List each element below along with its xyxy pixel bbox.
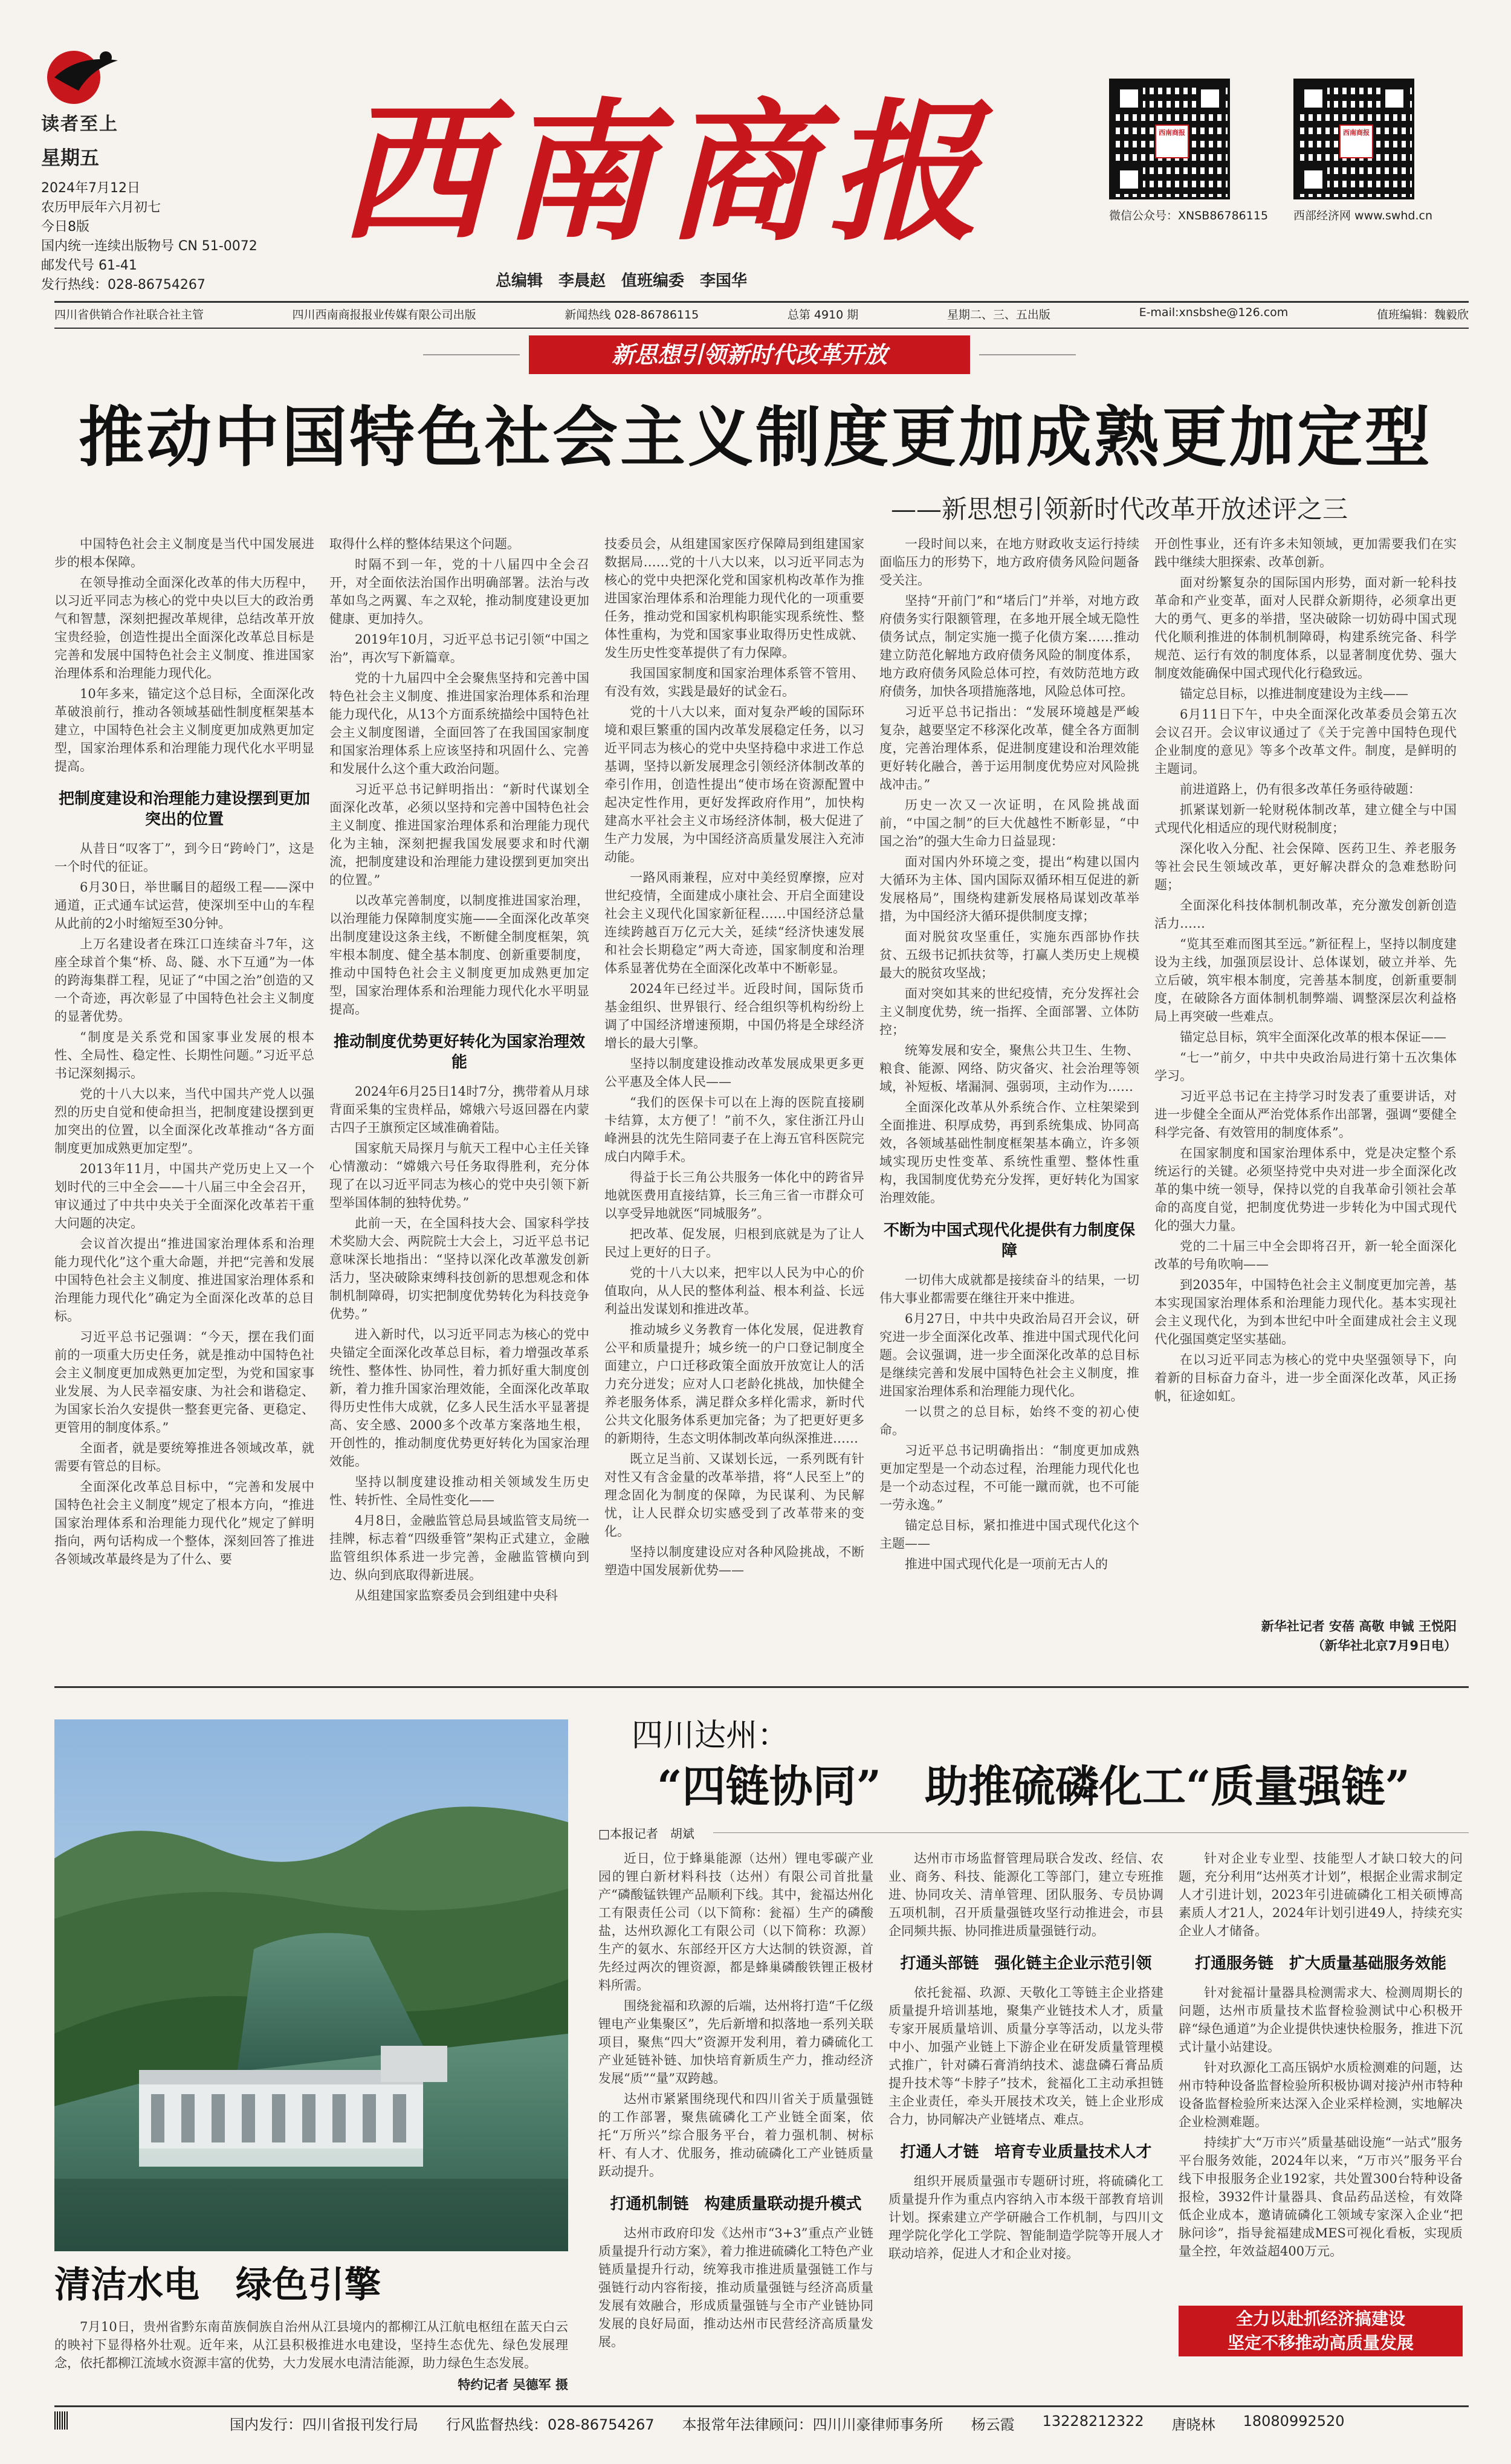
paragraph: 推进中国式现代化是一项前无古人的 [905,1557,1108,1571]
paragraph: 既立足当前、又谋划长远，一系列既有针对性又有含金量的改革举措，将“人民至上”的理念固化为制度的保障，为民谋利、为民解忧，让人民群众切实感受到了改革带来的变化。 [604,1452,864,1539]
paragraph: 针对瓮福计量器具检测需求大、检测周期长的问题，达州市质量技术监督检验测试中心积极开辟“绿色通道”为企业提供快速快检服务，推进下沉式计量小站建设。 [1179,1985,1463,2054]
promo-line-2: 坚定不移推动高质量发展 [1227,2333,1414,2353]
paragraph: 全面深化科技体制机制改革，充分激发创新创造活力…… [1154,898,1457,931]
info-schedule: 星期二、三、五出版 [946,308,1050,322]
paragraph: 从组建国家监察委员会到组建中央科 [355,1588,558,1603]
paragraph: 达州市市场监督管理局联合发改、经信、农业、商务、科技、能源化工等部门，建立专班推进、协同攻关、清单管理、团队服务、专员协调五项机制，召开质量强链攻坚行动推进会，市县企同频共振、协同推进质量强链行动。 [888,1851,1163,1938]
paragraph: 一以贯之的总目标，始终不变的初心使命。 [879,1405,1139,1437]
paragraph: 到2035年，中国特色社会主义制度更加完善，基本实现国家治理体系和治理能力现代化。基本实现社会主义现代化，为到本世纪中叶全面建成社会主义现代化强国奠定坚实基础。 [1154,1278,1457,1347]
section-subhead: 把制度建设和治理能力建设摆到更加突出的位置 [58,790,310,829]
qr-logo: 西南商报 [1155,124,1189,158]
paragraph: 2013年11月，中国共产党历史上又一个划时代的三中全会——十八届三中全会召开，审议通过了中共中央关于全面深化改革若干重大问题的决定。 [54,1162,314,1230]
slogan: 读者至上 [41,114,118,135]
footer-lawyer-name-1: 杨云霞 [971,2416,1015,2433]
news-photo [54,1719,568,2251]
paragraph: 2019年10月，习近平总书记引领“中国之治”，再次写下新篇章。 [329,632,589,665]
section-banner-label: 新思想引领新时代改革开放 [611,341,887,368]
paragraph: 党的十八大以来，面对复杂严峻的国际环境和艰巨繁重的国内改革发展稳定任务，以习近平同志为核心的党中央坚持稳中求进工作总基调，坚持以新发展理念引领经济体制改革的牵引作用，创造性提出“使市场在资源配置中起决定性作用，更好发挥政府作用”，加快构建高水平社会主义市场经济体制，极大促进了生产力发展，为中国经济高质量发展注入充沛动能。 [604,705,864,864]
main-subheadline: ——新思想引领新时代改革开放述评之三 [890,494,1348,524]
paragraph: 6月11日下午，中央全面深化改革委员会第五次会议召开。会议审议通过了《关于完善中国特色现代企业制度的意见》等多个改革文件。制度，是鲜明的主题词。 [1154,707,1457,776]
paragraph: 深化收入分配、社会保障、医药卫生、养老服务等社会民生领域改革，更好解决群众的急难愁盼问题； [1154,841,1457,892]
paragraph: 锚定总目标，以推进制度建设为主线—— [1180,687,1408,701]
paragraph: 6月30日，举世瞩目的超级工程——深中通道，正式通车试运营，使深圳至中山的车程从此前的2小时缩短至30分钟。 [54,880,314,931]
article-column-2 [329,535,589,1659]
paragraph: 取得什么样的整体结果这个问题。 [329,537,520,551]
info-bar-bottom-rule [54,328,1469,329]
info-bar-top-rule [54,301,1469,303]
paragraph: 锚定总目标，筑牢全面深化改革的根本保证—— [1180,1030,1446,1044]
paragraph: 面对脱贫攻坚重任，实施东西部协作扶贫、五级书记抓扶贫等，打赢人类历史上规模最大的脱贫攻坚战； [879,930,1139,980]
paragraph: 围绕瓮福和玖源的后端，达州将打造“千亿级锂电产业集聚区”，先后新增和拟落地一系列关联项目，聚焦“四大”资源开发利用，着力磷硫化工产业延链补链、加快培育新质生产力，推动经济发展“质”“量”双跨越。 [598,1999,873,2086]
paragraph: 6月27日，中共中央政治局召开会议，研究进一步全面深化改革、推进中国式现代化问题。会议强调，进一步全面深化改革的总目标是继续完善和发展中国特色社会主义制度，推进国家治理体系和治理能力现代化。 [879,1311,1139,1399]
section-subhead: 打通机制链 构建质量联动提升模式 [610,2195,862,2213]
banner-right-rule [979,354,1076,355]
photo-credit: 特约记者 吴德军 摄 [458,2378,568,2392]
paragraph: 党的十八大以来，把牢以人民为中心的价值取向，从人民的整体利益、根本利益、长远利益出发谋划和推进改革。 [604,1266,864,1316]
paragraph: 从昔日“叹客丁”，到今日“跨岭门”，这是一个时代的征证。 [54,841,314,874]
paragraph: 在国家制度和国家治理体系中，党是决定整个系统运行的关键。必须坚持党中央对进一步全面深化改革的集中统一领导，保持以党的自我革命引领社会革命的高度自觉，把制度优势进一步转化为中国式现代化的强大力量。 [1154,1146,1457,1233]
footer-rule [54,2405,1469,2407]
paragraph: 党的二十届三中全会即将召开，新一轮全面深化改革的号角吹响—— [1154,1239,1457,1272]
paragraph: 国家航天局探月与航天工程中心主任关锋心情激动：“嫦娥六号任务取得胜利，充分体现了在以习近平同志为核心的党中央引领下新型举国体制的独特优势。” [329,1141,589,1210]
story2-column-3 [1179,1849,1463,2294]
story2-column-1 [598,1849,873,2349]
footer-bar [230,2413,1438,2434]
info-bar [54,306,1469,326]
paragraph: 习近平总书记在主持学习时发表了重要讲话，对进一步健全全面从严治党体系作出部署，强调“要健全科学完备、有效管用的制度体系”。 [1154,1089,1457,1140]
article-dateline: （新华社北京7月9日电） [1312,1638,1457,1653]
paragraph: 依托瓮福、玖源、天敬化工等链主企业搭建质量提升培训基地，聚集产业链技术人才，质量专家开展质量培训、质量分享等活动，以龙头带中小、加强产业链上下游企业在研发质量管理模式推广，针对磷石膏消纳技术、滤盘磷石膏品质提升技术等“卡脖子”技术，瓮福化工主动承担链主企业责任，牵头开展技术攻关，链上企业形成合力，协同解决产业链堵点、难点。 [888,1985,1163,2127]
story2-rule [713,1832,1469,1833]
paragraph: 坚持以制度建设推动相关领域发生历史性、转折性、全局性变化—— [329,1475,589,1507]
paragraph: 一段时间以来，在地方财政收支运行持续面临压力的形势下，地方政府债务风险问题备受关注。 [879,537,1139,587]
website-caption: 西部经济网 www.swhd.cn [1293,209,1433,222]
paragraph: 全面深化改革从外系统合作、立柱架梁到全面推进、积厚成势，再到系统集成、协同高效，各领域基础性制度框架基本确立，许多领域实现历史性变革、系统性重塑、整体性重构，我国制度优势充分发挥，更好转化为国家治理效能。 [879,1100,1139,1205]
paragraph: 统筹发展和安全，聚焦公共卫生、生物、粮食、能源、网络、防灾备灾、社会治理等领域，补短板、堵漏洞、强弱项，主动作为…… [879,1043,1139,1094]
paragraph: 此前一天，在全国科技大会、国家科学技术奖励大会、两院院士大会上，习近平总书记意味深长地指出：“坚持以深化改革激发创新活力，坚决破除束缚科技创新的思想观念和体制机制障碍，切实把制度优势转化为科技竞争优势。” [329,1216,589,1321]
section-subhead: 推动制度优势更好转化为国家治理效能 [333,1033,585,1072]
qr-logo: 西南商报 [1339,124,1373,158]
promo-line-1: 全力以赴抓经济搞建设 [1235,2309,1405,2329]
paragraph: 上万名建设者在珠江口连续奋斗7年，这座全球首个集“桥、岛、隧、水下互通”为一体的跨海集群工程，见证了“中国之治”创造的又一个奇迹，再次彰显了中国特色社会主义制度的显著优势。 [54,937,314,1024]
footer-supervision-hotline: 行风监督热线：028-86754267 [446,2416,655,2433]
paragraph: 在以习近平同志为核心的党中央坚强领导下，向着新的目标奋力奋斗，进一步全面深化改革，风正扬帆，征途如虹。 [1154,1353,1457,1403]
paragraph: 针对玖源化工高压锅炉水质检测难的问题，达州市特种设备监督检验所积极协调对接泸州市特种设备监督检验所来达深入企业采样检测，实地解决企业检测难题。 [1179,2060,1463,2129]
editors: 总编辑 李晨赵 值班编委 李国华 [496,272,748,290]
cn-number: 国内统一连续出版物号 CN 51-0072 [41,239,257,254]
paragraph: “制度是关系党和国家事业发展的根本性、全局性、稳定性、长期性问题。”习近平总书记深刻揭示。 [54,1030,314,1081]
paragraph: 前进道路上，仍有很多改革任务亟待破题： [1180,782,1421,797]
paragraph: “我们的医保卡可以在上海的医院直接刷卡结算，太方便了！”前不久，家住浙江丹山峰洲县的沈先生陪同妻子在上海五官科医院完成白内障手术。 [604,1095,864,1164]
photo-caption: 7月10日，贵州省黔东南苗族侗族自治州从江县境内的都柳江从江航电枢纽在蓝天白云的映衬下显得格外壮观。近年来，从江县积极推进水电建设，坚持生态优先、绿色发展理念，依托都柳江流域水资源丰富的优势，大力发展水电清洁能源，助力绿色生态发展。 [54,2320,568,2370]
paragraph: 全面深化改革总目标中，“完善和发展中国特色社会主义制度”规定了根本方向，“推进国家治理体系和治理能力现代化”规定了鲜明指向，两句话构成一个整体，深刻回答了推进各领域改革最终是为了什么、要 [54,1479,314,1567]
paragraph: 一切伟大成就都是接续奋斗的结果，一切伟大事业都需要在继往开来中推进。 [879,1273,1139,1305]
hotline: 发行热线：028-86754267 [41,277,205,293]
story2-headline: “四链协同” 助推硫磷化工“质量强链” [657,1761,1410,1812]
section-banner [529,335,970,374]
paragraph: 把改革、促发展，归根到底就是为了让人民过上更好的日子。 [604,1227,864,1259]
paragraph: 2024年已经过半。近段时间，国际货币基金组织、世界银行、经合组织等机构纷纷上调了中国经济增速预期，中国仍将是全球经济增长的最大引擎。 [604,981,864,1050]
paragraph: 中国特色社会主义制度是当代中国发展进步的根本保障。 [54,537,314,569]
edition-count: 今日8版 [41,219,89,234]
footer-lawyer-name-2: 唐晓林 [1171,2416,1215,2433]
paragraph: 达州市紧紧围绕现代和四川省关于质量强链的工作部署，聚焦硫磷化工产业链全面案，依托“万所兴”综合服务平台，着力强机制、树标杆、有人才、优服务，推动硫磷化工产业链质量跃动提升。 [598,2092,873,2179]
paragraph: 一路风雨兼程，应对中美经贸摩擦，应对世纪疫情，全面建成小康社会、开启全面建设社会主义现代化国家新征程……中国经济总量连续跨越百万亿元大关，延续“经济快速发展和社会长期稳定”两大奇迹，国家制度和治理体系显著优势在全面深化改革中不断彰显。 [604,870,864,975]
paragraph: 抓紧谋划新一轮财税体制改革，建立健全与中国式现代化相适应的现代财税制度； [1154,803,1457,835]
paragraph: 党的十九届四中全会聚焦坚持和完善中国特色社会主义制度、推进国家治理体系和治理能力现代化，从13个方面系统描绘中国特色社会主义制度图谱，全面回答了在我国国家制度和国家治理体系上应该坚持和巩固什么、完善和发展什么这个重大政治问题。 [329,671,589,776]
story2-kicker: 四川达州： [632,1718,789,1754]
paragraph: 2024年6月25日14时7分，携带着从月球背面采集的宝贵样品，嫦娥六号返回器在内蒙古四子王旗预定区域准确着陆。 [329,1084,589,1135]
article-byline: 新华社记者 安蓓 高敬 申铖 王悦阳 [1261,1619,1457,1634]
article-column-4 [879,535,1139,1659]
paragraph: 推动城乡义务教育一体化发展，促进教育公平和质量提升；城乡统一的户口登记制度全面建立，户口迁移政策全面放开放宽让人的活力充分迸发；应对人口老龄化挑战，加快健全养老服务体系，满足群众多样化需求，新时代公共文化服务体系更加完备；为了把更好更多的新期待，生态文明体制改革向纵深推进…… [604,1322,864,1446]
story2-column-2 [888,1849,1163,2333]
footer-distribution: 国内发行：四川省报刊发行局 [230,2416,418,2433]
wechat-qr-icon [1109,79,1230,199]
paragraph: 持续扩大“万市兴”质量基础设施“一站式”服务平台服务效能，2024年以来，“万市兴”服务平台线下申报服务企业192家，共处置300台特种设备报检，3932件计量器具、食品药品送检，有效降低企业成本，邀请硫磷化工领域专家深入企业“把脉问诊”，指导瓮福建成MES可视化看板，实现质量全控，年效益超400万元。 [1179,2135,1463,2259]
footer-lawyer-phone-1: 13228212322 [1042,2413,1144,2430]
paragraph: 面对国内外环境之变，提出“构建以国内大循环为主体、国内国际双循环相互促进的新发展格局”，围绕构建新发展格局谋划改革举措，为中国经济大循环提供制度支撑； [879,855,1139,923]
paragraph: 近日，位于蜂巢能源（达州）锂电零碳产业园的锂白新材料科技（达州）有限公司首批量产“磷酸锰铁锂产品顺利下线。其中，瓮福达州化工有限责任公司（以下简称：瓮福）生产的磷酸盐，达州玖源化工有限公司（以下简称：玖源）生产的氨水、东部经开区方大达制的铁资源，首先经过两次的锂资源，都是蜂巢磷酸铁锂正极材料所需。 [598,1851,873,1993]
paragraph: 习近平总书记强调：“今天，摆在我们面前的一项重大历史任务，就是推动中国特色社会主义制度更加成熟更加定型，为党和国家事业发展、为人民幸福安康、为社会和谐稳定、为国家长治久安提供一整套更完备、更稳定、更管用的制度体系。” [54,1330,314,1435]
section-subhead: 打通头部链 强化链主企业示范引领 [900,1955,1152,1973]
paragraph: 坚持以制度建设推动改革发展成果更多更公平惠及全体人民—— [604,1056,864,1089]
info-publisher: 四川西南商报报业传媒有限公司出版 [292,308,476,322]
paragraph: 组织开展质量强市专题研讨班，将硫磷化工质量提升作为重点内容纳入市本级干部教育培训计划。探索建立产学研融合工作机制，与四川文理学院化学化工学院、智能制造学院等开展人才联动培养，促进人才和企业对接。 [888,2174,1163,2261]
paragraph: 针对企业专业型、技能型人才缺口较大的问题，充分利用“达州英才计划”，根据企业需求制定人才引进计划，2023年引进硫磷化工相关硕博高素质人才21人，2024年计划引进49人，持续充实企业人才储备。 [1179,1851,1463,1938]
article-column-5 [1154,535,1457,1611]
info-email: E-mail:xnsbshe@126.com [1139,306,1289,319]
paragraph: 会议首次提出“推进国家治理体系和治理能力现代化”这个重大命题，并把“完善和发展中国特色社会主义制度、推进国家治理体系和治理能力现代化”确定为全面深化改革的总目标。 [54,1237,314,1324]
section-subhead: 打通人才链 培育专业质量技术人才 [900,2143,1152,2161]
paragraph: 党的十八大以来，当代中国共产党人以强烈的历史自觉和使命担当，把制度建设摆到更加突出的位置，以全面深化改革推动“各方面制度更加成熟更加定型”。 [54,1087,314,1156]
article-column-3 [604,535,864,1659]
paragraph: 进入新时代，以习近平同志为核心的党中央锚定全面深化改革总目标，着力增强改革系统性、整体性、协同性，着力抓好重大制度创新，着力推升国家治理效能，全面深化改革取得历史性伟大成就，亿多人民生活水平显著提高、安全感、2000多个改革方案落地生根，开创性的，推动制度优势更好转化为国家治理效能。 [329,1327,589,1469]
info-duty-editor: 值班编辑：魏毅欣 [1376,308,1469,322]
section-subhead: 打通服务链 扩大质量基础服务效能 [1194,1955,1446,1973]
paragraph: 面对纷繁复杂的国际国内形势，面对新一轮科技革命和产业变革，面对人民群众新期待，必须拿出更大的勇气、更多的举措，坚决破除一切妨碍中国式现代化顺利推进的体制机制障碍，构建系统完备、科学规范、运行有效的制度体系，以显著制度优势、强大制度效能确保中国式现代化行稳致远。 [1154,575,1457,681]
paragraph: 我国国家制度和国家治理体系管不管用、有没有效，实践是最好的试金石。 [604,666,864,699]
article-column-1 [54,535,314,1659]
story2-reporter: □本报记者 胡斌 [598,1826,694,1841]
paragraph: 历史一次又一次证明，在风险挑战面前，“中国之制”的巨大优越性不断彰显，“中国之治”的强大生命力日益显现： [879,798,1139,849]
photo-title: 清洁水电 绿色引擎 [54,2264,381,2306]
paragraph: “七一”前夕，中共中央政治局进行第十五次集体学习。 [1154,1050,1457,1083]
postal-code: 邮发代号 61-41 [41,258,137,273]
paragraph: 4月8日，金融监管总局县域监管支局统一挂牌，标志着“四级垂管”架构正式建立，金融监管组织体系进一步完善，金融监管横向到边、纵向到底取得新进展。 [329,1513,589,1582]
barcode-icon [54,2411,69,2430]
paragraph: 全面者，就是要统筹推进各领域改革，就需要有管总的目标。 [54,1441,314,1473]
paragraph: 习近平总书记明确指出：“制度更加成熟更加定型是一个动态过程，治理能力现代化也是一个动态过程，不可能一蹴而就，也不可能一劳永逸。” [879,1443,1139,1512]
paragraph: 得益于长三角公共服务一体化中的跨省异地就医费用直接结算，长三角三省一市群众可以享受异地就医“同城服务”。 [604,1170,864,1221]
issue-date: 2024年7月12日 [41,181,140,196]
promo-banner [1179,2306,1463,2356]
website-qr-icon [1293,79,1414,199]
masthead [0,0,1511,302]
wechat-caption: 微信公众号：XNSB86786115 [1109,209,1269,222]
info-issue-number: 总第 4910 期 [787,308,859,322]
paragraph: 习近平总书记指出：“发展环境越是严峻复杂，越要坚定不移深化改革，健全各方面制度，完善治理体系，促进制度建设和治理效能更好转化融合，善于运用制度优势应对风险挑战冲击。” [879,705,1139,792]
info-supervisor: 四川省供销合作社联合社主管 [54,308,204,322]
paragraph: 开创性事业，还有许多未知领域，更加需要我们在实践中继续大胆探索、改革创新。 [1154,537,1457,569]
main-headline: 推动中国特色社会主义制度更加成熟更加定型 [78,400,1432,476]
newspaper-logo-icon [42,42,121,109]
paragraph: 以改革完善制度，以制度推进国家治理，以治理能力保障制度实施——全面深化改革突出制度建设这条主线，不断健全制度框架，筑牢根本制度、健全基本制度、创新重要制度，推动中国特色社会主义制度更加成熟更加定型，国家治理体系和治理能力现代化水平明显提高。 [329,893,589,1017]
paragraph: 习近平总书记鲜明指出：“新时代谋划全面深化改革，必须以坚持和完善中国特色社会主义制度、推进国家治理体系和治理能力现代化为主轴，深刻把握我国发展要求和时代潮流，把制度建设和治理能力建设摆到更加突出的位置。” [329,782,589,887]
lunar-date: 农历甲辰年六月初七 [41,200,161,215]
paragraph: 面对突如其来的世纪疫情，充分发挥社会主义制度优势，统一指挥、全面部署、立体防控； [879,986,1139,1037]
footer-lawyer-phone-2: 18080992520 [1243,2413,1345,2430]
section-subhead: 不断为中国式现代化提供有力制度保障 [883,1221,1135,1260]
newspaper-title: 西南商报 [338,83,991,261]
banner-left-rule [423,354,520,355]
footer-legal-counsel: 本报常年法律顾问：四川川豪律师事务所 [682,2416,943,2433]
paragraph: 10年多来，锚定这个总目标，全面深化改革破浪前行，推动各领域基础性制度框架基本建立，中国特色社会主义制度更加成熟更加定型，国家治理体系和治理能力现代化水平明显提高。 [54,687,314,774]
paragraph: 时隔不到一年，党的十八届四中全会召开，对全面依法治国作出明确部署。法治与改革如鸟之两翼、车之双轮，推动制度建设更加健康、更加持久。 [329,557,589,626]
paragraph: “览其至难而图其至远。”新征程上，坚持以制度建设为主线，加强顶层设计、总体谋划，破立并举、先立后破，筑牢根本制度，完善基本制度，创新重要制度，在破除各方面体制机制弊端、调整深层次利益格局上再突破一些难点。 [1154,937,1457,1024]
weekday: 星期五 [41,146,100,169]
paragraph: 锚定总目标，紧扣推进中国式现代化这个主题—— [879,1518,1139,1551]
paragraph: 坚持“开前门”和“堵后门”并举，对地方政府债务实行限额管理，在多地开展全域无隐性债务试点，制定实施一揽子化债方案……推动建立防范化解地方政府债务风险的制度体系，地方政府债务风险总体可控，有效防范地方政府债务，加快各项措施落地，风险总体可控。 [879,593,1139,699]
section-divider [54,1686,1469,1688]
paragraph: 坚持以制度建设应对各种风险挑战，不断塑造中国发展新优势—— [604,1545,864,1577]
info-news-hotline: 新闻热线 028-86786115 [565,308,699,322]
paragraph: 在领导推动全面深化改革的伟大历程中，以习近平同志为核心的党中央以巨大的政治勇气和智慧，深刻把握改革规律，总结改革开放宝贵经验，创造性提出全面深化改革总目标是完善和发展中国特色社会主义制度、推进国家治理体系和治理能力现代化。 [54,575,314,681]
paragraph: 达州市政府印发《达州市“3+3”重点产业链质量提升行动方案》，着力推进硫磷化工特色产业链质量提升行动，统筹我市推进质量强链工作与强链行动内容衔接，推动质量强链与经济高质量发展有效融合，形成质量强链与全市产业链协同发展的良好局面，推动达州市民营经济高质量发展。 [598,2226,873,2349]
paragraph: 技委员会，从组建国家医疗保障局到组建国家数据局……党的十八大以来，以习近平同志为核心的党中央把深化党和国家机构改革作为推进国家治理体系和治理能力现代化的一项重要任务，推动党和国家机构职能实现系统性、整体性重构，为党和国家事业取得历史性成就、发生历史性变革提供了有力保障。 [604,537,864,660]
